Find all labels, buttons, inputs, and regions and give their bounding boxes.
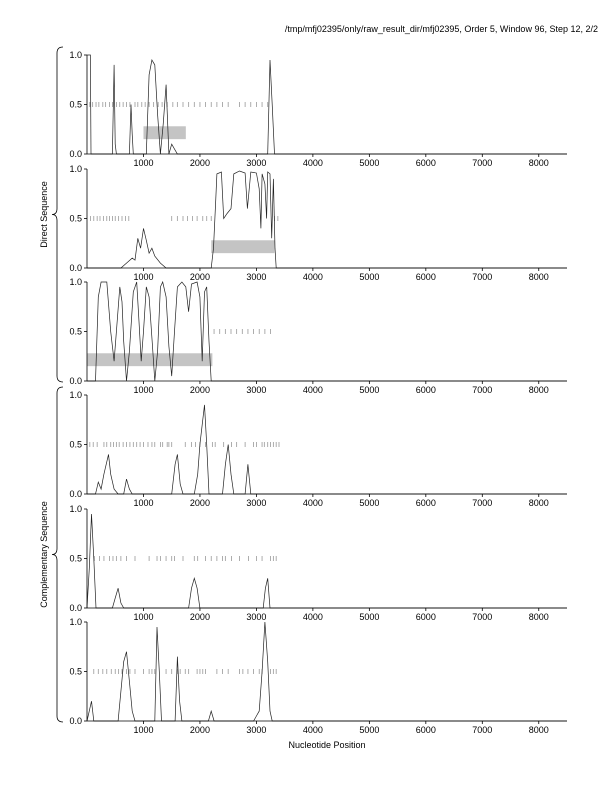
y-tick-label: 0.5 xyxy=(69,553,82,564)
group-brace xyxy=(52,47,63,382)
x-tick-label: 7000 xyxy=(472,612,493,622)
x-tick-label: 5000 xyxy=(359,158,380,168)
x-tick-label: 1000 xyxy=(133,725,154,735)
panel-6 xyxy=(69,617,567,735)
x-tick-label: 8000 xyxy=(528,272,549,282)
panel-1 xyxy=(69,50,567,168)
y-tick-label: 1.0 xyxy=(69,390,82,400)
x-tick-label: 8000 xyxy=(528,498,549,508)
x-tick-label: 1000 xyxy=(133,498,154,508)
y-tick-label: 0.0 xyxy=(69,603,82,613)
y-tick-label: 0.5 xyxy=(69,326,82,337)
group-label: Direct Sequence xyxy=(39,181,49,248)
x-tick-label: 5000 xyxy=(359,725,380,735)
x-tick-label: 3000 xyxy=(246,725,267,735)
series-line xyxy=(87,171,567,268)
x-tick-label: 2000 xyxy=(189,612,210,622)
x-tick-label: 6000 xyxy=(415,725,436,735)
y-tick-label: 0.0 xyxy=(69,716,82,726)
y-tick-label: 1.0 xyxy=(69,617,82,627)
y-tick-label: 0.5 xyxy=(69,213,82,224)
x-tick-label: 6000 xyxy=(415,498,436,508)
y-tick-label: 0.5 xyxy=(69,99,82,110)
x-tick-label: 2000 xyxy=(189,158,210,168)
x-tick-label: 4000 xyxy=(302,158,323,168)
x-tick-label: 2000 xyxy=(189,272,210,282)
series-line xyxy=(87,405,567,494)
panel-3 xyxy=(69,277,567,395)
x-tick-label: 4000 xyxy=(302,498,323,508)
y-tick-label: 0.5 xyxy=(69,439,82,450)
x-tick-label: 4000 xyxy=(302,612,323,622)
x-tick-label: 6000 xyxy=(415,612,436,622)
x-tick-label: 7000 xyxy=(472,272,493,282)
y-tick-label: 0.0 xyxy=(69,149,82,159)
x-tick-label: 1000 xyxy=(133,158,154,168)
chart-title: /tmp/mfj02395/only/raw_result_dir/mfj02395, Order 5, Window 96, Step 12, 2/2 xyxy=(284,24,598,34)
x-tick-label: 1000 xyxy=(133,612,154,622)
x-tick-label: 6000 xyxy=(415,385,436,395)
x-tick-label: 2000 xyxy=(189,725,210,735)
series-line xyxy=(87,514,567,608)
x-tick-label: 3000 xyxy=(246,498,267,508)
x-tick-label: 1000 xyxy=(133,272,154,282)
x-tick-label: 7000 xyxy=(472,158,493,168)
panel-2 xyxy=(69,164,567,282)
y-tick-label: 1.0 xyxy=(69,277,82,287)
x-tick-label: 4000 xyxy=(302,385,323,395)
series-line xyxy=(87,55,567,154)
x-tick-label: 3000 xyxy=(246,612,267,622)
group-brace xyxy=(52,387,63,722)
y-tick-label: 0.0 xyxy=(69,376,82,386)
x-tick-label: 1000 xyxy=(133,385,154,395)
x-tick-label: 4000 xyxy=(302,272,323,282)
x-tick-label: 4000 xyxy=(302,725,323,735)
x-tick-label: 5000 xyxy=(359,612,380,622)
highlight-band xyxy=(211,240,274,253)
x-tick-label: 6000 xyxy=(415,272,436,282)
highlight-band xyxy=(87,353,212,366)
y-tick-label: 1.0 xyxy=(69,164,82,174)
x-tick-label: 5000 xyxy=(359,498,380,508)
group-label: Complementary Sequence xyxy=(39,501,49,608)
x-tick-label: 8000 xyxy=(528,158,549,168)
x-tick-label: 5000 xyxy=(359,385,380,395)
x-tick-label: 8000 xyxy=(528,385,549,395)
x-tick-label: 3000 xyxy=(246,158,267,168)
highlight-band xyxy=(143,126,185,139)
x-tick-label: 3000 xyxy=(246,385,267,395)
panel-5 xyxy=(69,504,567,622)
series-line xyxy=(87,622,567,721)
x-tick-label: 3000 xyxy=(246,272,267,282)
y-tick-label: 0.0 xyxy=(69,263,82,273)
x-tick-label: 5000 xyxy=(359,272,380,282)
x-tick-label: 8000 xyxy=(528,612,549,622)
x-tick-label: 8000 xyxy=(528,725,549,735)
y-tick-label: 0.0 xyxy=(69,489,82,499)
x-tick-label: 6000 xyxy=(415,158,436,168)
x-tick-label: 7000 xyxy=(472,498,493,508)
x-tick-label: 2000 xyxy=(189,385,210,395)
x-tick-label: 7000 xyxy=(472,385,493,395)
panel-4 xyxy=(69,390,567,508)
y-tick-label: 1.0 xyxy=(69,50,82,60)
y-tick-label: 1.0 xyxy=(69,504,82,514)
x-tick-label: 2000 xyxy=(189,498,210,508)
x-tick-label: 7000 xyxy=(472,725,493,735)
x-axis-label: Nucleotide Position xyxy=(288,740,366,750)
y-tick-label: 0.5 xyxy=(69,666,82,677)
